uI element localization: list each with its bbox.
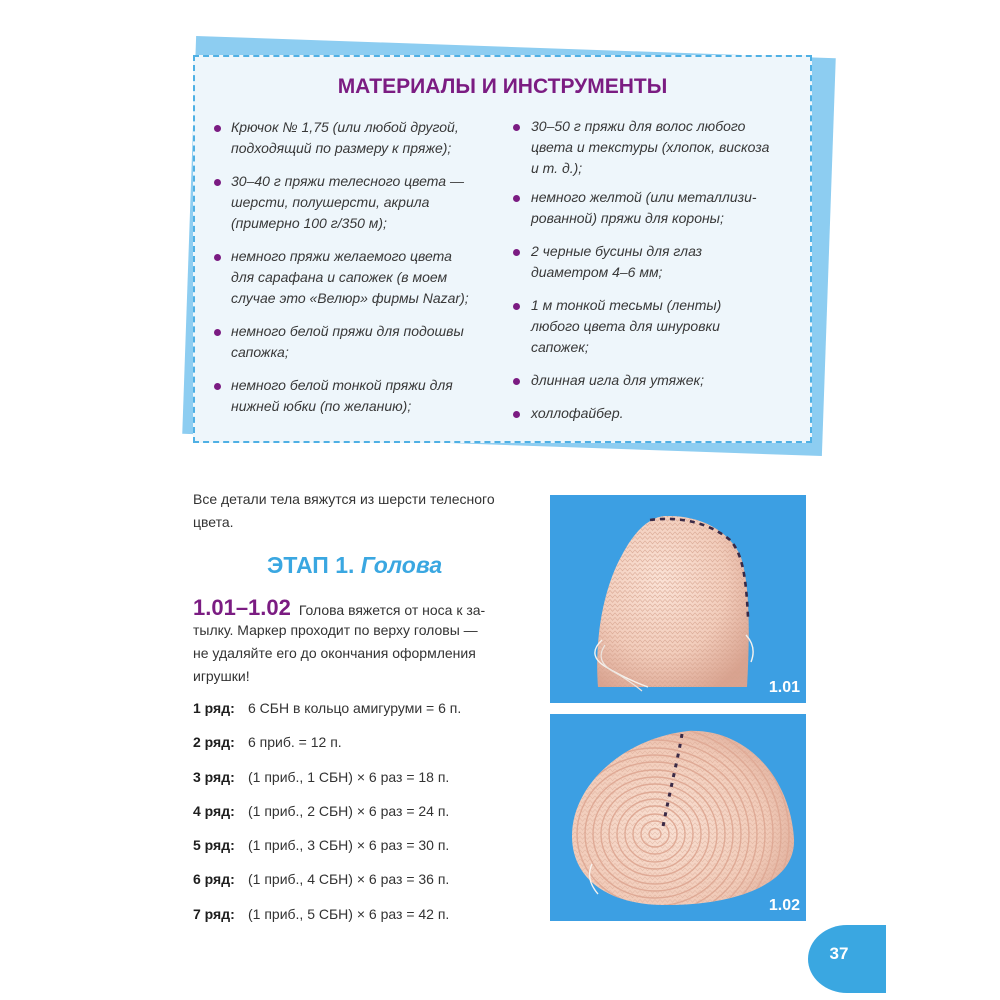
materials-item-line: цвета и текстуры (хлопок, вискоза: [531, 139, 770, 155]
crochet-head-front-view: [550, 714, 806, 921]
materials-item-line: (примерно 100 г/350 м);: [231, 215, 387, 231]
pattern-row: [193, 760, 461, 794]
step-paragraph: [193, 596, 485, 688]
pattern-row: [193, 828, 461, 862]
row-instruction: (1 приб., 2 СБН) × 6 раз = 24 п.: [248, 802, 450, 819]
bullet-dot: [513, 411, 520, 418]
bullet-dot: [214, 125, 221, 132]
materials-item-line: 30–50 г пряжи для волос любого: [531, 118, 746, 134]
row-label: 1 ряд:: [193, 700, 235, 716]
bullet-dot: [513, 124, 520, 131]
materials-item-line: шерсти, полушерсти, акрила: [231, 194, 430, 210]
stitch-texture: [550, 714, 806, 921]
intro-line: Все детали тела вяжутся из шерсти телесного: [193, 491, 495, 507]
materials-item: [213, 117, 469, 159]
materials-item: [213, 171, 469, 234]
stage-label: ЭТАП 1.: [267, 552, 355, 578]
materials-item-line: Крючок № 1,75 (или любой другой,: [231, 119, 459, 135]
row-label: 3 ряд:: [193, 768, 235, 785]
materials-item-line: 2 черные бусины для глаз: [531, 243, 703, 259]
step-number: 1.01–1.02: [193, 595, 291, 620]
crochet-head-side-view: [550, 495, 806, 703]
materials-item: [213, 321, 469, 363]
bullet-dot: [513, 303, 520, 310]
materials-item-line: 1 м тонкой тесьмы (ленты): [531, 297, 722, 313]
materials-item-line: подходящий по размеру к пряже);: [231, 140, 452, 156]
materials-item-line: случае это «Велюр» фирмы Nazar);: [231, 290, 469, 306]
pattern-row: [193, 862, 461, 896]
row-instruction: 6 приб. = 12 п.: [248, 734, 342, 751]
materials-item: [213, 246, 469, 309]
materials-item-line: длинная игла для утяжек;: [531, 372, 704, 388]
photo-step-1-02: [550, 714, 806, 921]
stage-heading: [267, 550, 442, 580]
step-text-line: тылку. Маркер проходит по верху головы —: [193, 622, 478, 638]
row-instruction: (1 приб., 1 СБН) × 6 раз = 18 п.: [248, 768, 450, 785]
photo-caption: 1.01: [768, 679, 800, 696]
step-text-line: не удаляйте его до окончания оформления: [193, 645, 476, 661]
pattern-rows: [193, 691, 461, 931]
materials-item: [512, 187, 769, 229]
materials-item-line: немного белой тонкой пряжи для: [231, 377, 453, 393]
row-label: 5 ряд:: [193, 837, 235, 854]
bullet-dot: [513, 249, 520, 256]
materials-item-line: немного белой пряжи для подошвы: [231, 323, 464, 339]
materials-title: МАТЕРИАЛЫ И ИНСТРУМЕНТЫ: [337, 75, 668, 98]
page-number-badge: [808, 925, 886, 993]
materials-item-line: немного пряжи желаемого цвета: [231, 248, 452, 264]
bullet-dot: [214, 383, 221, 390]
pattern-row: [193, 794, 461, 828]
materials-item-line: и т. д.);: [531, 160, 583, 176]
materials-item-line: сапожка;: [231, 344, 289, 360]
materials-item: [512, 295, 769, 358]
materials-item: [213, 375, 469, 417]
row-label: 4 ряд:: [193, 802, 235, 819]
step-text-line: игрушки!: [193, 668, 250, 684]
row-label: 6 ряд:: [193, 871, 235, 888]
row-instruction: (1 приб., 5 СБН) × 6 раз = 42 п.: [248, 905, 450, 922]
photo-caption: 1.02: [768, 897, 800, 914]
row-label: 7 ряд:: [193, 905, 235, 922]
row-instruction: (1 приб., 4 СБН) × 6 раз = 36 п.: [248, 871, 450, 888]
step-text-line: Голова вяжется от носа к за-: [298, 602, 486, 618]
materials-list-left: [213, 117, 469, 429]
materials-item-line: любого цвета для шнуровки: [531, 318, 720, 334]
materials-item-line: диаметром 4–6 мм;: [531, 264, 663, 280]
row-instruction: (1 приб., 3 СБН) × 6 раз = 30 п.: [248, 837, 450, 854]
pattern-row: [193, 725, 461, 759]
materials-item: [512, 403, 769, 424]
pattern-row: [193, 691, 461, 725]
photo-step-1-01: [550, 495, 806, 703]
materials-item: [512, 241, 769, 283]
page-number: 37: [829, 944, 849, 963]
row-instruction: 6 СБН в кольцо амигуруми = 6 п.: [248, 700, 462, 716]
materials-item-line: немного желтой (или металлизи-: [531, 189, 757, 205]
materials-item-line: 30–40 г пряжи телесного цвета —: [231, 173, 464, 189]
bullet-dot: [214, 254, 221, 261]
intro-text: [193, 488, 495, 534]
stage-title: Голова: [360, 552, 443, 578]
bullet-dot: [214, 329, 221, 336]
stitch-texture: [550, 495, 806, 703]
bullet-dot: [513, 195, 520, 202]
row-label: 2 ряд:: [193, 734, 235, 751]
materials-item: [512, 116, 769, 179]
materials-item-line: нижней юбки (по желанию);: [231, 398, 412, 414]
materials-item-line: сапожек;: [531, 339, 589, 355]
materials-item-line: холлофайбер.: [531, 405, 624, 421]
materials-item-line: рованной) пряжи для короны;: [531, 210, 724, 226]
bullet-dot: [513, 378, 520, 385]
bullet-dot: [214, 179, 221, 186]
intro-line: цвета.: [193, 514, 234, 530]
step-first-line: [193, 596, 485, 619]
materials-item: [512, 370, 769, 391]
materials-list-right: [512, 116, 769, 436]
pattern-row: [193, 897, 461, 931]
materials-item-line: для сарафана и сапожек (в моем: [231, 269, 448, 285]
